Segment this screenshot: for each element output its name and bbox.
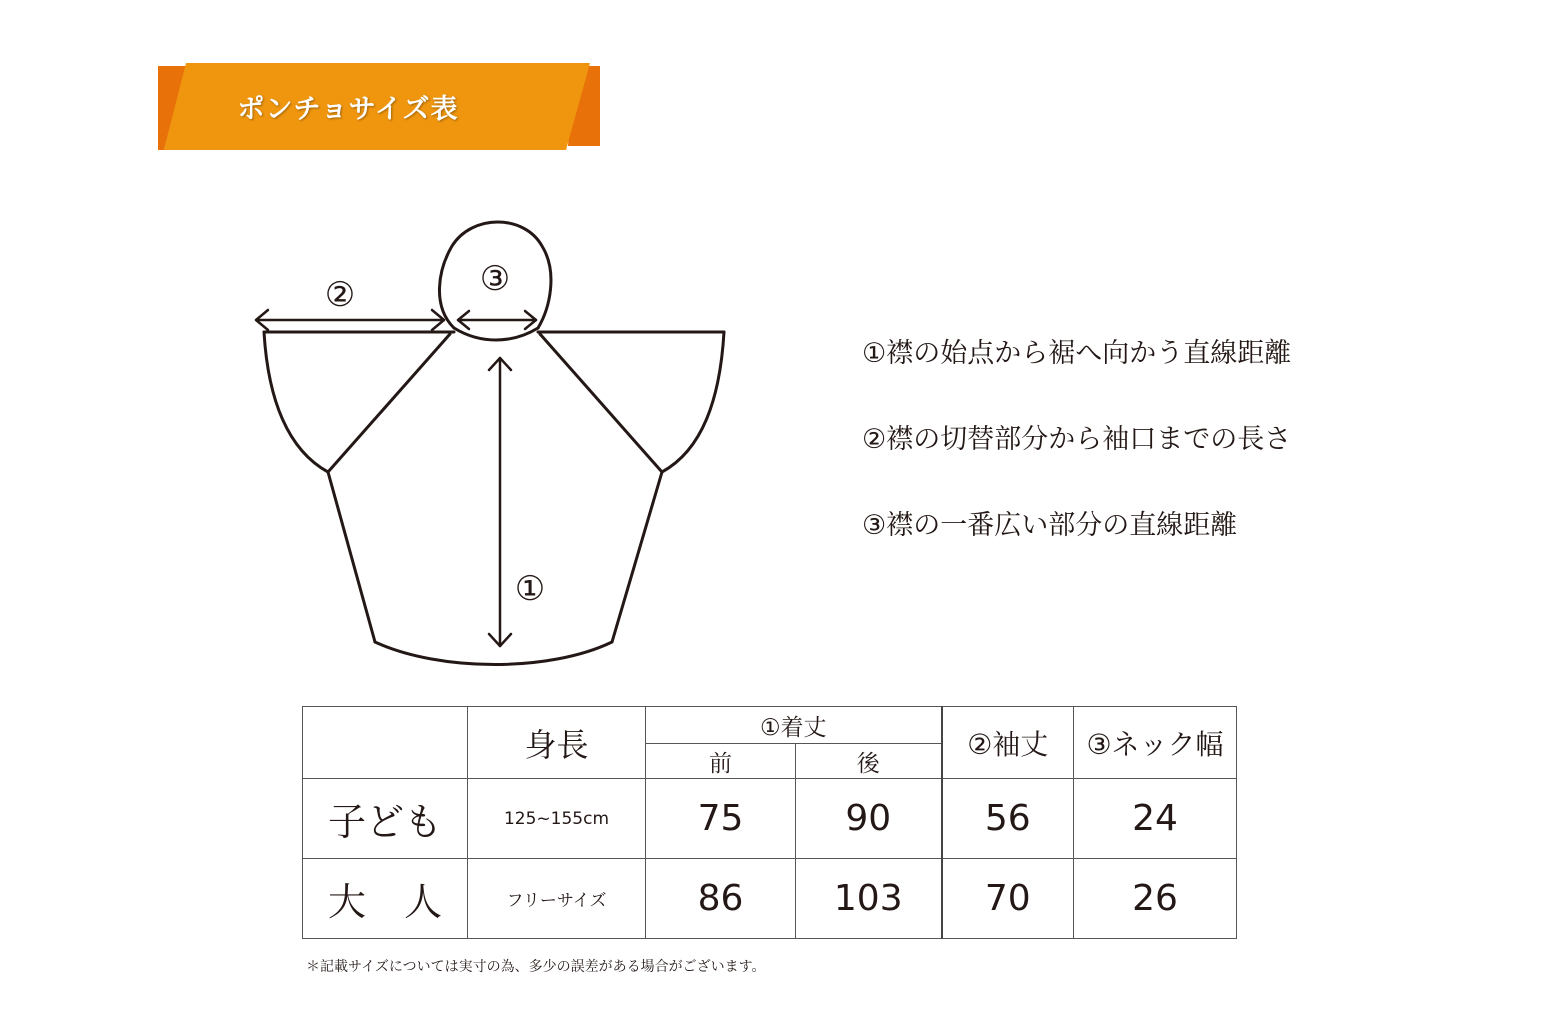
table-header-row [303,707,1237,744]
value-neck-adult: 26 [1074,859,1237,939]
row-height-child: 125~155cm [468,779,646,859]
page-title: ポンチョサイズ表 [237,93,459,125]
marker-neck: ③ [479,259,511,299]
value-back-child: 90 [796,779,942,859]
legend-item-length: ①襟の始点から裾へ向かう直線距離 [862,338,1292,369]
table-row [303,859,1237,939]
header-back: 後 [796,744,942,779]
marker-sleeve: ② [324,275,356,315]
legend-item-neck: ③襟の一番広い部分の直線距離 [862,510,1238,541]
value-sleeve-child: 56 [942,779,1074,859]
footnote: ＊記載サイズについては実寸の為、多少の誤差がある場合がございます。 [306,959,766,975]
value-sleeve-adult: 70 [942,859,1074,939]
header-neck: ③ネック幅 [1074,707,1237,779]
marker-length: ① [514,569,546,609]
value-front-child: 75 [646,779,796,859]
row-label-child: 子ども [303,779,468,859]
table-row [303,779,1237,859]
row-label-adult: 大 人 [303,859,468,939]
legend-item-sleeve: ②襟の切替部分から袖口までの長さ [862,424,1292,455]
header-front: 前 [646,744,796,779]
header-empty-cell [303,707,468,779]
poncho-diagram [240,210,740,680]
size-table [302,706,1237,939]
row-height-adult: フリーサイズ [468,859,646,939]
header-height: 身長 [468,707,646,779]
value-front-adult: 86 [646,859,796,939]
title-banner [158,60,602,152]
value-back-adult: 103 [796,859,942,939]
header-sleeve: ②袖丈 [942,707,1074,779]
value-neck-child: 24 [1074,779,1237,859]
header-length: ①着丈 [646,707,942,744]
measurement-legend [862,330,1502,588]
